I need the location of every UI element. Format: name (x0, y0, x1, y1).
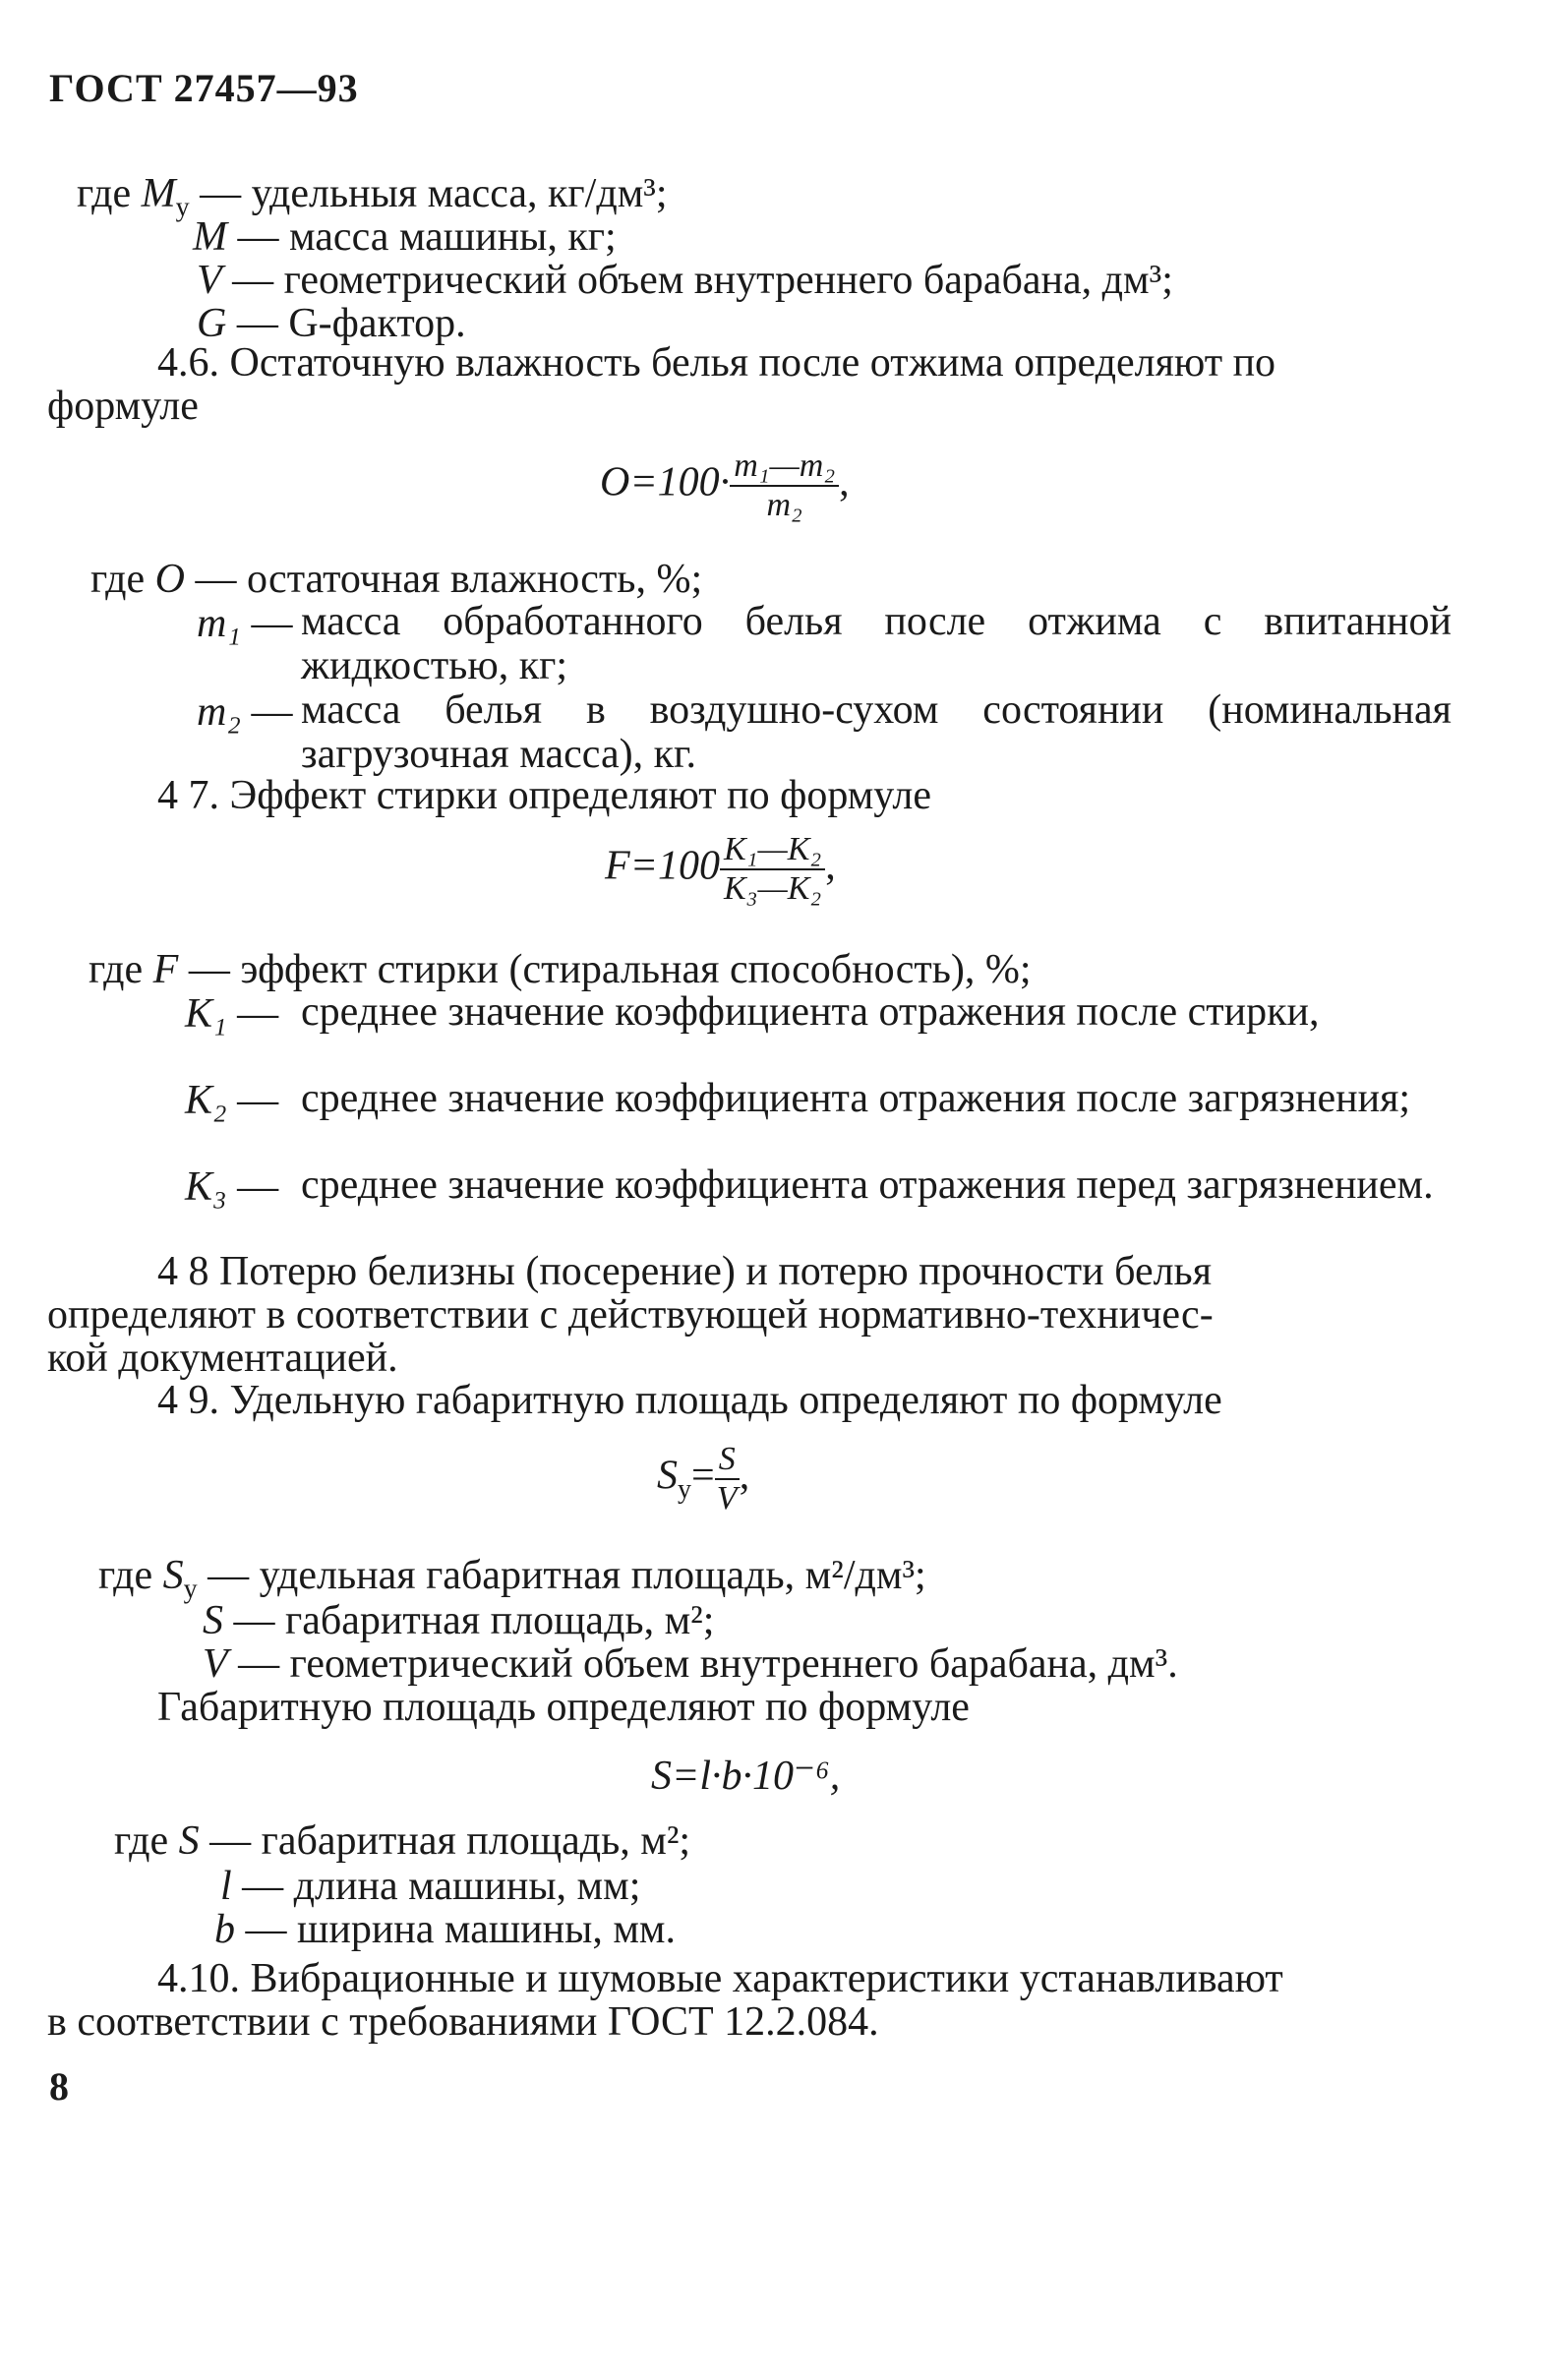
paragraph-4-6-line1: 4.6. Остаточную влажность белья после отжима определяют по (157, 340, 1276, 386)
document-header: ГОСТ 27457—93 (49, 66, 359, 110)
definition-text: среднее значение коэффициента отражения после загрязнения; (301, 1076, 1411, 1121)
definition-row: где F — эффект стирки (стиральная способность), %; (89, 947, 1032, 992)
definition-text: масса обработанного белья после отжима с впитанной жидкостью, кг; (301, 599, 1452, 688)
definition-row: где S — габаритная площадь, м²; (114, 1818, 691, 1864)
formula-washing-effect: F=100 $\frac{\text{K₁—K₂}}{\text{K₃—K₂}}$ , (605, 831, 836, 907)
paragraph-4-8-line1: 4 8 Потерю белизны (посерение) и потерю прочности белья (157, 1249, 1213, 1294)
definition-row: b — ширина машины, мм. (214, 1907, 677, 1952)
definition-row-sym: K₁ — (185, 991, 279, 1037)
definition-row-sym: m₁ — (197, 601, 293, 646)
definition-row: V — геометрический объем внутреннего барабана, дм³. (203, 1641, 1178, 1687)
definition-row: где $M_у$ — удельныя масса, кг/дм³; (77, 171, 668, 223)
paragraph-4-7: 4 7. Эффект стирки определяют по формуле (157, 773, 932, 818)
paragraph-4-8-line2: определяют в соответствии с действующей нормативно-техничес- (47, 1292, 1214, 1338)
definition-text: среднее значение коэффициента отражения после стирки, (301, 989, 1320, 1035)
definition-text: масса белья в воздушно-сухом состоянии (номинальная загрузочная масса), кг. (301, 687, 1452, 777)
paragraph-4-10-line2: в соответствии с требованиями ГОСТ 12.2.084. (47, 1999, 879, 2045)
definition-row: S — габаритная площадь, м²; (203, 1598, 715, 1643)
paragraph-4-10-line1: 4.10. Вибрационные и шумовые характеристики устанавливают (157, 1956, 1283, 2001)
paragraph-gabarit: Габаритную площадь определяют по формуле (157, 1685, 970, 1730)
definition-row: l — длина машины, мм; (220, 1864, 641, 1909)
paragraph-4-6-line2: формуле (47, 384, 199, 429)
definition-row-sym: K₃ — (185, 1164, 279, 1210)
definition-row-sym: m₂ — (197, 689, 293, 735)
definition-row: M — масса машины, кг; (193, 214, 617, 260)
definition-row-sym: K₂ — (185, 1078, 279, 1123)
formula-specific-area: $S_у=$ $\frac{S}{V}$ , (657, 1441, 750, 1517)
definition-text: среднее значение коэффициента отражения перед загрязнением. (301, 1162, 1434, 1208)
definition-row: где O — остаточная влажность, %; (90, 557, 703, 602)
formula-gabarit-area: S=l·b·10⁻⁶, (651, 1754, 841, 1799)
definition-row: G — G-фактор. (197, 301, 466, 346)
paragraph-4-8-line3: кой документацией. (47, 1336, 398, 1381)
paragraph-4-9: 4 9. Удельную габаритную площадь определяют по формуле (157, 1378, 1222, 1423)
formula-residual-moisture: O=100· $\frac{\text{m₁—m₂}}{\text{m₂}}$ , (600, 447, 850, 523)
definition-row: где $S_у$ — удельная габаритная площадь, м²/дм³; (98, 1553, 926, 1605)
definition-row: V — геометрический объем внутреннего барабана, дм³; (197, 258, 1173, 303)
page-number: 8 (49, 2064, 69, 2109)
